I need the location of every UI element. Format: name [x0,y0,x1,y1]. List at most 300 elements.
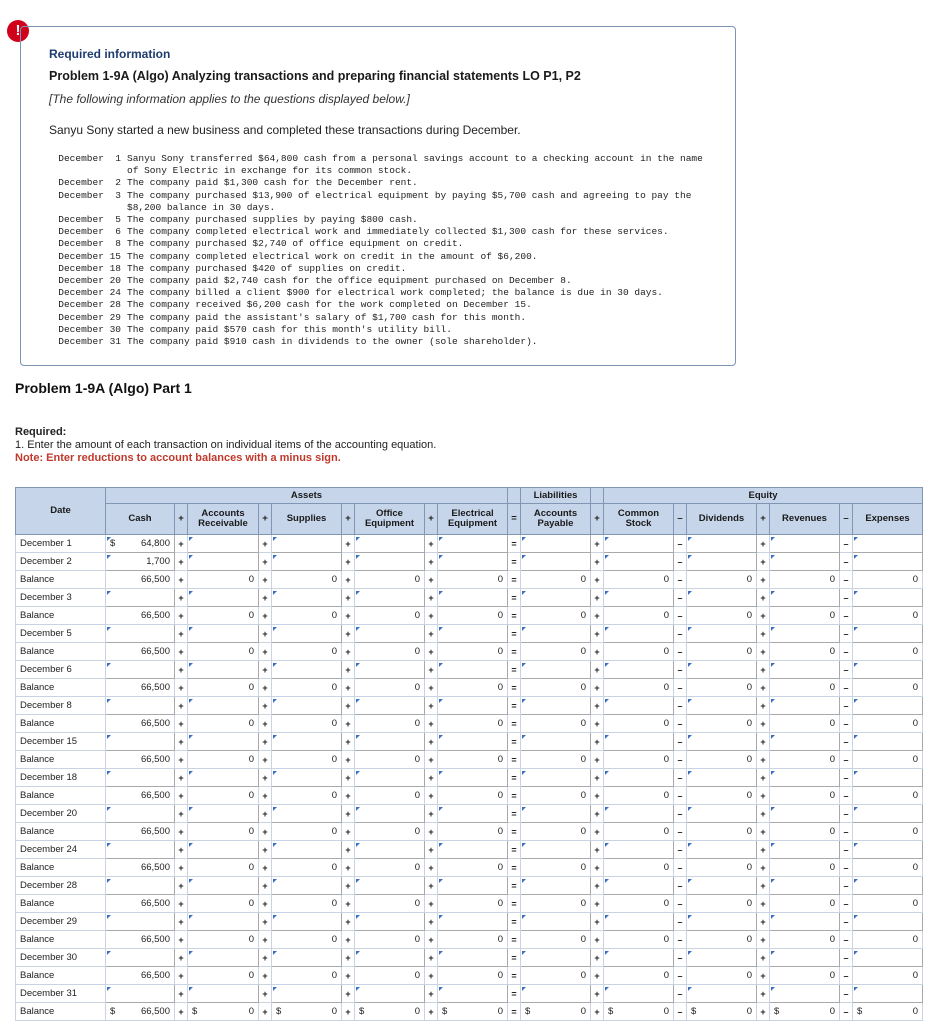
operator-sign: + [425,823,438,841]
amount-input[interactable] [188,697,259,715]
operator-sign: + [342,625,355,643]
row-date: December 6 [16,661,106,679]
amount-input[interactable] [272,913,342,931]
amount-input[interactable] [355,553,425,571]
cell-value: 0 [580,646,586,657]
amount-input[interactable] [604,625,674,643]
amount-input[interactable] [770,913,840,931]
dollar-sign: $ [774,1006,780,1017]
cell-value: 0 [746,574,752,585]
operator-sign: – [674,715,687,733]
amount-input[interactable] [188,553,259,571]
amount-input[interactable] [770,625,840,643]
amount-input[interactable] [521,913,591,931]
required-label: Required: [15,426,67,438]
balance-row [16,1003,923,1021]
amount-input[interactable] [604,841,674,859]
row-date: Balance [16,787,106,805]
amount-input[interactable] [272,949,342,967]
operator-sign: + [591,841,604,859]
operator-sign: + [757,625,770,643]
amount-input[interactable] [521,877,591,895]
balance-row [16,751,923,769]
cell-value: 0 [829,970,835,981]
operator-sign: + [175,697,188,715]
cell-value: 0 [248,682,254,693]
amount-input[interactable] [355,985,425,1003]
amount-input[interactable] [438,877,508,895]
amount-input[interactable] [521,805,591,823]
amount-input[interactable] [604,913,674,931]
operator-sign: – [840,859,853,877]
amount-input[interactable] [188,841,259,859]
amount-input[interactable] [272,535,342,553]
amount-input[interactable] [106,733,175,751]
cell-value: 0 [912,790,918,801]
balance-value [188,823,259,841]
cell-value: 0 [912,646,918,657]
amount-input[interactable] [853,553,923,571]
amount-input[interactable] [770,949,840,967]
amount-input[interactable] [604,553,674,571]
amount-input[interactable] [272,985,342,1003]
amount-input[interactable] [853,625,923,643]
transaction-row [16,805,923,823]
operator-sign: – [840,571,853,589]
amount-input[interactable] [853,913,923,931]
cell-value: 0 [912,970,918,981]
cell-value: 0 [248,610,254,621]
cell-value: 0 [580,862,586,873]
operator-sign: – [674,895,687,913]
operator-sign: – [840,589,853,607]
amount-input[interactable] [188,733,259,751]
amount-input[interactable] [687,805,757,823]
cell-value: 0 [912,754,918,765]
amount-input[interactable] [770,553,840,571]
balance-value [106,643,175,661]
cell-value: 66,500 [140,898,170,909]
transaction-date: December 29 [58,311,121,323]
amount-input[interactable] [106,841,175,859]
amount-input[interactable] [438,553,508,571]
dollar-sign: $ [608,1006,614,1017]
amount-input[interactable] [521,949,591,967]
amount-input[interactable] [272,805,342,823]
balance-value [604,751,674,769]
operator-sign: + [259,751,272,769]
cell-value: 0 [248,826,254,837]
amount-input[interactable] [853,661,923,679]
cell-value: 0 [746,970,752,981]
transaction-item [47,153,717,177]
operator-sign: + [757,805,770,823]
amount-input[interactable] [355,535,425,553]
operator-sign: + [425,553,438,571]
operator-sign: + [591,769,604,787]
cell-value: 0 [248,754,254,765]
operator-sign: + [757,823,770,841]
amount-input[interactable] [188,805,259,823]
amount-input[interactable] [188,985,259,1003]
operator-sign: + [425,571,438,589]
amount-input[interactable] [687,733,757,751]
balance-value [853,787,923,805]
balance-value [770,859,840,877]
amount-input[interactable] [521,733,591,751]
amount-input[interactable] [106,535,175,553]
amount-input[interactable] [853,877,923,895]
amount-input[interactable] [106,661,175,679]
row-date: December 2 [16,553,106,571]
amount-input[interactable] [687,841,757,859]
dollar-sign: $ [442,1006,448,1017]
amount-input[interactable] [687,625,757,643]
operator-sign: + [342,1003,355,1021]
amount-input[interactable] [438,697,508,715]
amount-input[interactable] [604,589,674,607]
amount-input[interactable] [687,769,757,787]
balance-value [521,1003,591,1021]
dollar-sign: $ [857,1006,863,1017]
balance-value [188,1003,259,1021]
operator-sign: + [591,805,604,823]
part-title: Problem 1-9A (Algo) Part 1 [15,380,192,396]
amount-input[interactable] [853,589,923,607]
amount-input[interactable] [687,553,757,571]
amount-input[interactable] [188,535,259,553]
amount-input[interactable] [355,661,425,679]
amount-input[interactable] [604,769,674,787]
liabilities-group-header: Liabilities [521,488,591,504]
operator-sign: = [508,553,521,571]
operator-sign: + [757,949,770,967]
amount-input[interactable] [272,769,342,787]
cell-value: 0 [746,862,752,873]
amount-input[interactable] [604,697,674,715]
cell-value: 0 [663,574,669,585]
cell-value: 0 [912,682,918,693]
transaction-row [16,913,923,931]
operator-sign: = [508,607,521,625]
row-date: Balance [16,967,106,985]
amount-input[interactable] [272,877,342,895]
amount-input[interactable] [604,535,674,553]
balance-value [438,823,508,841]
amount-input[interactable] [687,589,757,607]
amount-input[interactable] [770,769,840,787]
operator-sign: + [259,607,272,625]
amount-input[interactable] [521,769,591,787]
amount-input[interactable] [687,661,757,679]
amount-input[interactable] [106,913,175,931]
cell-value: 0 [580,790,586,801]
balance-value [687,571,757,589]
amount-input[interactable] [604,985,674,1003]
operator-sign: + [259,985,272,1003]
amount-input[interactable] [438,949,508,967]
balance-value [106,607,175,625]
cell-value: 1,700 [146,556,170,567]
balance-value [188,895,259,913]
operator-sign: – [674,697,687,715]
cell-value: 66,500 [140,574,170,585]
amount-input[interactable] [687,913,757,931]
balance-value [188,679,259,697]
amount-input[interactable] [438,589,508,607]
operator-sign: + [259,805,272,823]
amount-input[interactable] [272,625,342,643]
amount-input[interactable] [106,589,175,607]
cell-value: 0 [912,574,918,585]
cell-value: 0 [414,826,420,837]
cell-value: 0 [829,754,835,765]
amount-input[interactable] [438,985,508,1003]
amount-input[interactable] [853,985,923,1003]
operator-sign: = [508,733,521,751]
amount-input[interactable] [438,625,508,643]
amount-input[interactable] [521,985,591,1003]
amount-input[interactable] [106,985,175,1003]
operator-sign: + [342,697,355,715]
operator-sign: – [674,913,687,931]
amount-input[interactable] [355,769,425,787]
operator-sign: – [840,625,853,643]
cell-value: 0 [829,610,835,621]
balance-value [770,931,840,949]
balance-value [521,607,591,625]
operator-sign: + [175,985,188,1003]
cell-value: 0 [912,862,918,873]
operator-sign: + [259,679,272,697]
amount-input[interactable] [106,697,175,715]
cell-value: 0 [497,574,503,585]
cell-value: 0 [663,1006,669,1017]
amount-input[interactable] [770,841,840,859]
operator-sign: + [757,679,770,697]
operator-sign: + [259,589,272,607]
amount-input[interactable] [770,535,840,553]
operator-sign: + [425,679,438,697]
balance-value [106,715,175,733]
amount-input[interactable] [853,697,923,715]
balance-value [272,607,342,625]
row-date: Balance [16,895,106,913]
transaction-date: December 6 [58,226,121,238]
operator-sign: + [342,769,355,787]
amount-input[interactable] [521,697,591,715]
amount-input[interactable] [853,841,923,859]
balance-value [106,787,175,805]
balance-value [770,895,840,913]
operator-sign: + [757,697,770,715]
operator-sign: + [259,859,272,877]
balance-value [770,679,840,697]
balance-value [604,643,674,661]
amount-input[interactable] [521,535,591,553]
transaction-item [47,251,717,263]
operator-sign: + [175,805,188,823]
amount-input[interactable] [106,553,175,571]
amount-input[interactable] [355,733,425,751]
cell-value: 66,500 [140,610,170,621]
balance-value [355,895,425,913]
cell-value: 0 [331,790,337,801]
amount-input[interactable] [188,625,259,643]
cell-value: 0 [414,682,420,693]
amount-input[interactable] [188,769,259,787]
amount-input[interactable] [770,661,840,679]
amount-input[interactable] [438,841,508,859]
amount-input[interactable] [355,805,425,823]
amount-input[interactable] [355,589,425,607]
cell-value: 0 [746,610,752,621]
amount-input[interactable] [687,985,757,1003]
alert-exclamation-icon: ! [7,20,29,42]
dollar-sign: $ [110,538,116,549]
operator-sign: + [342,859,355,877]
balance-value [355,571,425,589]
balance-value [853,895,923,913]
intro-text: Sanyu Sony started a new business and completed these transactions during December. [49,123,521,137]
balance-value [770,643,840,661]
amount-input[interactable] [853,805,923,823]
amount-input[interactable] [188,877,259,895]
amount-input[interactable] [521,553,591,571]
amount-input[interactable] [521,589,591,607]
amount-input[interactable] [355,877,425,895]
amount-input[interactable] [188,661,259,679]
column-header-expenses: Expenses [853,504,923,535]
amount-input[interactable] [355,949,425,967]
operator-sign: – [840,967,853,985]
row-date: Balance [16,643,106,661]
balance-value [853,967,923,985]
amount-input[interactable] [770,877,840,895]
amount-input[interactable] [853,769,923,787]
amount-input[interactable] [188,913,259,931]
amount-input[interactable] [687,949,757,967]
amount-input[interactable] [770,697,840,715]
operator-sign: – [674,589,687,607]
operator-sign: + [259,769,272,787]
amount-input[interactable] [438,913,508,931]
row-date: December 3 [16,589,106,607]
amount-input[interactable] [106,769,175,787]
operator-sign: = [508,661,521,679]
cell-value: 0 [912,718,918,729]
amount-input[interactable] [687,877,757,895]
operator-sign: + [175,859,188,877]
amount-input[interactable] [853,949,923,967]
amount-input[interactable] [272,661,342,679]
amount-input[interactable] [272,841,342,859]
cell-value: 0 [414,898,420,909]
amount-input[interactable] [521,841,591,859]
operator-sign: + [757,931,770,949]
operator-sign: + [342,553,355,571]
operator-sign: + [757,715,770,733]
amount-input[interactable] [770,589,840,607]
amount-input[interactable] [438,733,508,751]
operator-sign: = [508,787,521,805]
amount-input[interactable] [272,589,342,607]
operator-sign: – [674,949,687,967]
operator-sign: = [508,949,521,967]
operator-sign: – [840,931,853,949]
balance-value [188,643,259,661]
amount-input[interactable] [521,625,591,643]
transaction-text: The company purchased $13,900 of electrical equipment by paying $5,700 cash and agreeing to pay the $8,200 balance in 30 days. [127,189,692,213]
operator-header: = [508,504,521,535]
amount-input[interactable] [355,625,425,643]
balance-value [272,895,342,913]
amount-input[interactable] [687,535,757,553]
cell-value: 0 [746,934,752,945]
amount-input[interactable] [438,769,508,787]
amount-input[interactable] [438,661,508,679]
transaction-item [47,299,717,311]
operator-sign: – [840,679,853,697]
cell-value: 0 [414,934,420,945]
amount-input[interactable] [604,733,674,751]
operator-sign: + [425,985,438,1003]
amount-input[interactable] [687,697,757,715]
operator-sign: + [425,625,438,643]
balance-value [687,715,757,733]
amount-input[interactable] [438,805,508,823]
cell-value: 0 [580,898,586,909]
amount-input[interactable] [272,697,342,715]
amount-input[interactable] [853,535,923,553]
amount-input[interactable] [604,661,674,679]
amount-input[interactable] [355,841,425,859]
amount-input[interactable] [272,553,342,571]
amount-input[interactable] [853,733,923,751]
balance-value [355,715,425,733]
amount-input[interactable] [770,733,840,751]
operator-sign: + [757,841,770,859]
operator-sign: + [757,895,770,913]
amount-input[interactable] [521,661,591,679]
balance-value [604,715,674,733]
operator-sign: + [175,643,188,661]
amount-input[interactable] [106,625,175,643]
amount-input[interactable] [272,733,342,751]
cell-value: 0 [248,862,254,873]
balance-value [853,1003,923,1021]
amount-input[interactable] [355,913,425,931]
amount-input[interactable] [604,949,674,967]
amount-input[interactable] [188,589,259,607]
transaction-date: December 31 [58,336,121,348]
amount-input[interactable] [604,805,674,823]
amount-input[interactable] [770,805,840,823]
amount-input[interactable] [188,949,259,967]
amount-input[interactable] [438,535,508,553]
amount-input[interactable] [355,697,425,715]
balance-value [188,967,259,985]
cell-value: 0 [331,934,337,945]
amount-input[interactable] [770,985,840,1003]
amount-input[interactable] [604,877,674,895]
amount-input[interactable] [106,805,175,823]
operator-sign: + [342,823,355,841]
amount-input[interactable] [106,877,175,895]
column-header-common-stock: Common Stock [604,504,674,535]
amount-input[interactable] [106,949,175,967]
operator-sign: + [591,571,604,589]
